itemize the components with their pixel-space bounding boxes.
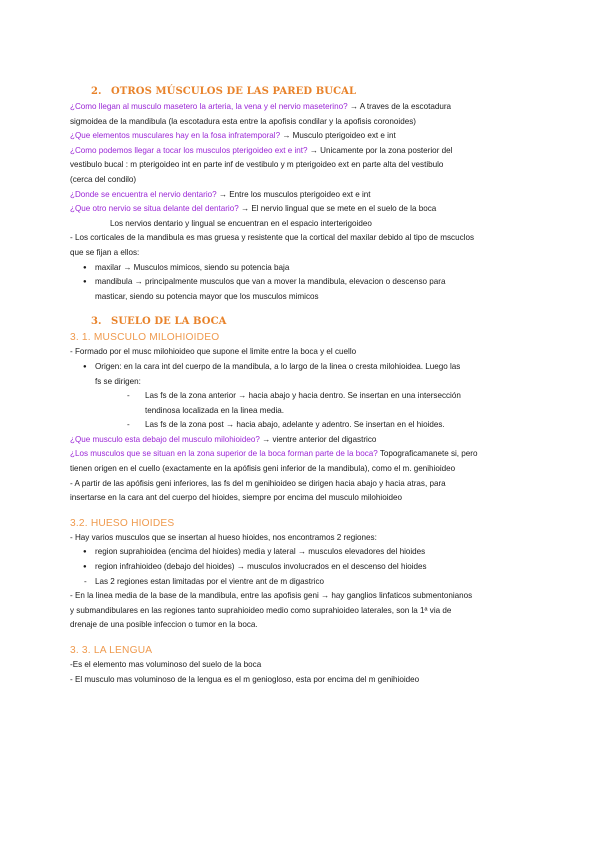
bullet-item: ● mandibula → principalmente musculos que van a mover la mandibula, elevacion o descenso para bbox=[70, 275, 540, 290]
paragraph-line: -Es el elemento mas voluminoso del suelo de la boca bbox=[70, 660, 262, 669]
dash-item: - Las 2 regiones estan limitadas por el vientre ant de m digastrico bbox=[70, 575, 540, 590]
section-title: SUELO DE LA BOCA bbox=[111, 316, 227, 328]
sub-bullet-item: - Las fs de la zona anterior → hacia abajo y hacia dentro. Se insertan en una intersección bbox=[70, 389, 540, 404]
bullet-continuation: fs se dirigen: bbox=[95, 376, 141, 386]
bullet-item: ● maxilar → Musculos mimicos, siendo su potencia baja bbox=[70, 261, 540, 276]
qa-line: ¿Que otro nervio se situa delante del dentario? → El nervio lingual que se mete en el suelo de la boca bbox=[70, 204, 437, 214]
sub-bullet-item: - Las fs de la zona post → hacia abajo, adelante y adentro. Se insertan en el hioides. bbox=[70, 418, 540, 433]
indented-note: Los nervios dentario y lingual se encuentran en el espacio interterigoideo bbox=[110, 218, 372, 228]
paragraph-line: - Hay varios musculos que se insertan al hueso hioides, nos encontramos 2 regiones: bbox=[70, 532, 377, 542]
paragraph-line: - En la linea media de la base de la mandibula, entre las apofisis geni → hay ganglios linfaticos submentonianos bbox=[70, 591, 473, 601]
sub-bullet-continuation: tendinosa localizada en la linea media. bbox=[145, 405, 285, 415]
qa-line: ¿Los musculos que se situan en la zona superior de la boca forman parte de la boca? Topograficamanete si, pero bbox=[70, 449, 478, 459]
qa-line: ¿Que musculo esta debajo del musculo milohioideo? → vientre anterior del digastrico bbox=[70, 434, 377, 444]
section-3-heading bbox=[70, 314, 540, 330]
paragraph-line: - El musculo mas voluminoso de la lengua es el m geniogloso, esta por encima del m genihioideo bbox=[70, 674, 420, 684]
qa-line: ¿Que elementos musculares hay en la fosa infratemporal? → Musculo pterigoideo ext e int bbox=[70, 131, 396, 141]
paragraph-line: - A partir de las apófisis geni inferiores, las fs del m genihioideo se dirigen hacia abajo y hacia atras, para bbox=[70, 478, 446, 488]
text-line: sigmoidea de la mandibula (la escotadura esta entre la apofisis condilar y la apofisis coronoides) bbox=[70, 116, 416, 126]
text-line: tienen origen en el cuello (exactamente en la apófisis geni inferior de la mandibula), como el m. genihioideo bbox=[70, 464, 456, 474]
subsection-heading: 3. 3. LA LENGUA bbox=[70, 645, 153, 656]
bullet-item: ● region infrahioideo (debajo del hioides) → musculos involucrados en el descenso del hioides bbox=[70, 560, 540, 575]
paragraph-line: y submandibulares en las regiones tanto suprahioideo medio como suprahioideo laterales, son la 1ª via de bbox=[70, 605, 452, 615]
bullet-item: ● Origen: en la cara int del cuerpo de la mandibula, a lo largo de la linea o cresta milohioidea. Luego las bbox=[70, 360, 540, 375]
bullet-continuation: masticar, siendo su potencia mayor que los musculos mimicos bbox=[95, 291, 319, 301]
paragraph-line: - Formado por el musc milohioideo que supone el limite entre la boca y el cuello bbox=[70, 347, 357, 357]
section-2-heading bbox=[70, 84, 540, 100]
bullet-item: ● region suprahioidea (encima del hioides) media y lateral → musculos elevadores del hioides bbox=[70, 545, 540, 560]
subsection-heading: 3. 1. MUSCULO MILOHIOIDEO bbox=[70, 332, 220, 344]
document-page bbox=[70, 84, 540, 687]
section-number: 2. bbox=[91, 86, 102, 97]
subsection-heading: 3.2. HUESO HIOIDES bbox=[70, 517, 175, 529]
section-number: 3. bbox=[91, 316, 102, 328]
qa-line: ¿Como llegan al musculo masetero la arteria, la vena y el nervio maseterino? → A traves de la escotadura bbox=[70, 102, 452, 111]
text-line: vestibulo bucal : m pterigoideo int en parte inf de vestibulo y m pterigoideo ext en parte alta del vestibulo bbox=[70, 160, 444, 170]
paragraph-line: insertarse en la cara ant del cuerpo del hioides, siempre por encima del musculo milohioideo bbox=[70, 493, 403, 503]
paragraph-line: que se fijan a ellos: bbox=[70, 247, 140, 257]
text-line: (cerca del condilo) bbox=[70, 174, 137, 184]
qa-line: ¿Donde se encuentra el nervio dentario? → Entre los musculos pterigoideo ext e int bbox=[70, 189, 371, 199]
paragraph-line: drenaje de una posible infeccion o tumor en la boca. bbox=[70, 620, 258, 630]
section-title: OTROS MÚSCULOS DE LAS PARED BUCAL bbox=[111, 86, 357, 97]
paragraph-line: - Los corticales de la mandibula es mas gruesa y resistente que la cortical del maxilar debido al tipo de mscuclos bbox=[70, 233, 474, 243]
qa-line: ¿Como podemos llegar a tocar los musculos pterigoideo ext e int? → Unicamente por la zona posterior del bbox=[70, 145, 453, 155]
